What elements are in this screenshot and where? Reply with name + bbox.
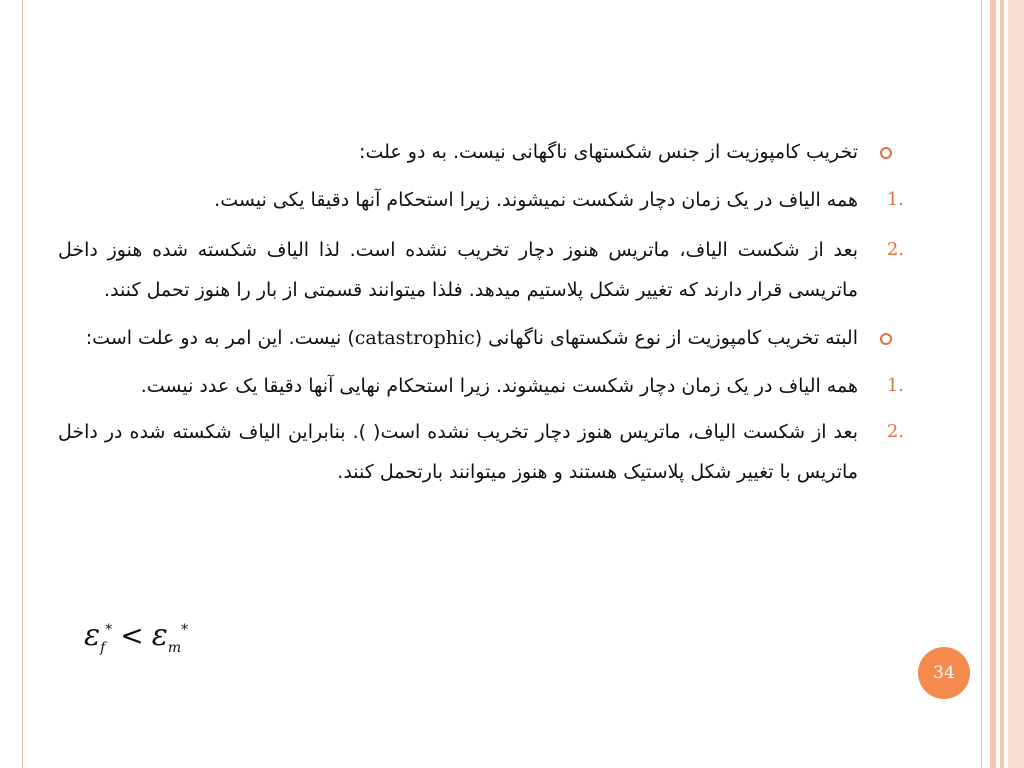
item-number: 1. [886,189,904,210]
item-number: 1. [886,375,904,396]
item-number: 2. [886,239,904,260]
bullet-icon [880,333,892,345]
formula-symbol: ε [84,618,101,653]
item-number: 2. [886,421,904,442]
formula-superscript: * [181,622,189,638]
right-decor-bar [1000,0,1004,768]
formula-superscript: * [105,622,113,638]
page-number-badge: 34 [918,647,970,699]
formula-symbol: ε [151,618,168,653]
numbered-item [58,180,910,220]
latin-term: catastrophic [354,327,475,349]
bullet-icon [880,147,892,159]
bullet-text: تخریب کامپوزیت از جنس شکستهای ناگهانی نیست. به دو علت: [359,141,858,163]
slide-body [58,132,910,492]
right-decor-bar [1008,0,1024,768]
item-text: بعد از شکست الیاف، ماتریس هنوز دچار تخریب نشده است( ). بنابراین الیاف شکسته شده در داخل ماتریس با تغییر شکل پلاستیک هستند و هنوز میتوانند بارتحمل کنند. [58,421,858,483]
right-decor-bar [990,0,996,768]
numbered-item [58,230,910,310]
bullet-item [58,132,910,172]
formula-subscript: f [100,640,106,656]
formula-operator: < [120,619,144,652]
numbered-item [58,412,910,492]
item-text: همه الیاف در یک زمان دچار شکست نمیشوند. زیرا استحکام نهایی آنها دقیقا یک عدد نیست. [140,375,858,397]
formula-subscript: m [167,640,182,656]
strain-formula [84,618,188,656]
bullet-text-before: البته تخریب کامپوزیت از نوع شکستهای ناگهانی ( [474,327,858,349]
numbered-item [58,366,910,406]
item-text: همه الیاف در یک زمان دچار شکست نمیشوند. زیرا استحکام آنها دقیقا یکی نیست. [214,189,858,211]
item-text: بعد از شکست الیاف، ماتریس هنوز دچار تخریب نشده است. لذا الیاف شکسته شده هنوز داخل ماتریسی قرار دارند که تغییر شکل پلاستیم میدهد. فلذا میتوانند قسمتی از بار را هنوز تحمل کنند. [58,239,858,301]
bullet-item [58,318,910,358]
bullet-text-after: ) نیست. این امر به دو علت است: [85,327,355,349]
